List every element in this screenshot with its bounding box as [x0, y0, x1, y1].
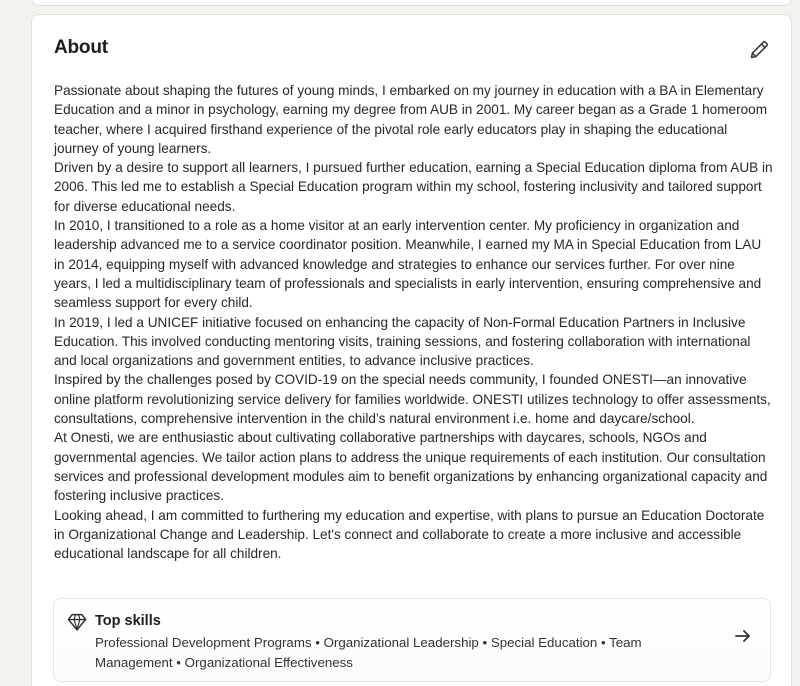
about-title: About: [54, 37, 108, 58]
about-paragraph: Passionate about shaping the futures of young minds, I embarked on my journey in education with a BA in Elementary Education and a minor in psychology, earning my degree from AUB in 2001. My career began as a Grade 1 homeroom teacher, where I acquired firsthand experience of the pivotal role early educators play in shaping the educational journey of young learners.: [54, 83, 768, 156]
arrow-right-icon: [734, 628, 752, 644]
about-description: [54, 81, 774, 563]
top-skills-link[interactable]: [53, 598, 771, 682]
top-skills-title: Top skills: [95, 613, 161, 629]
about-paragraph: In 2019, I led a UNICEF initiative focused on enhancing the capacity of Non-Formal Education Partners in Inclusive Education. This involved conducting mentoring visits, training sessions, and fostering collaboration with international and local organizations and government entities, to advance inclusive practices.: [54, 314, 751, 369]
page-scroll-edge: [792, 0, 800, 686]
about-paragraph: Driven by a desire to support all learners, I pursued further education, earning a Special Education diploma from AUB in 2006. This led me to establish a Special Education program within my school, fostering inclusivity and tailored support for diverse educational needs.: [54, 160, 773, 214]
about-paragraph: At Onesti, we are enthusiastic about cultivating collaborative partnerships with daycares, schools, NGOs and governmental agencies. We tailor action plans to address the unique requirements of each institution. Our consultation services and professional development modules aim to benefit organizations by enhancing organizational capacity and fostering inclusive practices.: [54, 430, 768, 504]
about-paragraph: Looking ahead, I am committed to furthering my education and expertise, with plans to pursue an Education Doctorate in Organizational Change and Leadership. Let's connect and collaborate to create a more inclusive and accessible educational landscape for all children.: [54, 507, 765, 562]
edit-about-button[interactable]: [746, 37, 772, 63]
top-skills-list: Professional Development Programs • Organizational Leadership • Special Education • Team Management • Organizational Effectiveness: [95, 635, 642, 670]
about-card: [31, 14, 792, 686]
about-paragraph: Inspired by the challenges posed by COVID-19 on the special needs community, I founded ONESTI—an innovative online platform revolutionizing service delivery for families worldwide. ONESTI utilizes technology to offer assessments, consultations, comprehensive intervention in the child’s natural environment i.e. home and daycare/school.: [54, 372, 771, 427]
about-paragraph: In 2010, I transitioned to a role as a home visitor at an early intervention center. My proficiency in organization and leadership advanced me to a service coordinator position. Meanwhile, I earned my MA in Special Education from LAU in 2014, equipping myself with advanced knowledge and strategies to enhance our services further. For over nine years, I led a multidisciplinary team of professionals and specialists in early intervention, ensuring comprehensive and seamless support for every child.: [54, 218, 762, 311]
previous-section-card: [31, 0, 792, 6]
diamond-icon: [67, 613, 87, 631]
pencil-icon: [749, 40, 769, 60]
